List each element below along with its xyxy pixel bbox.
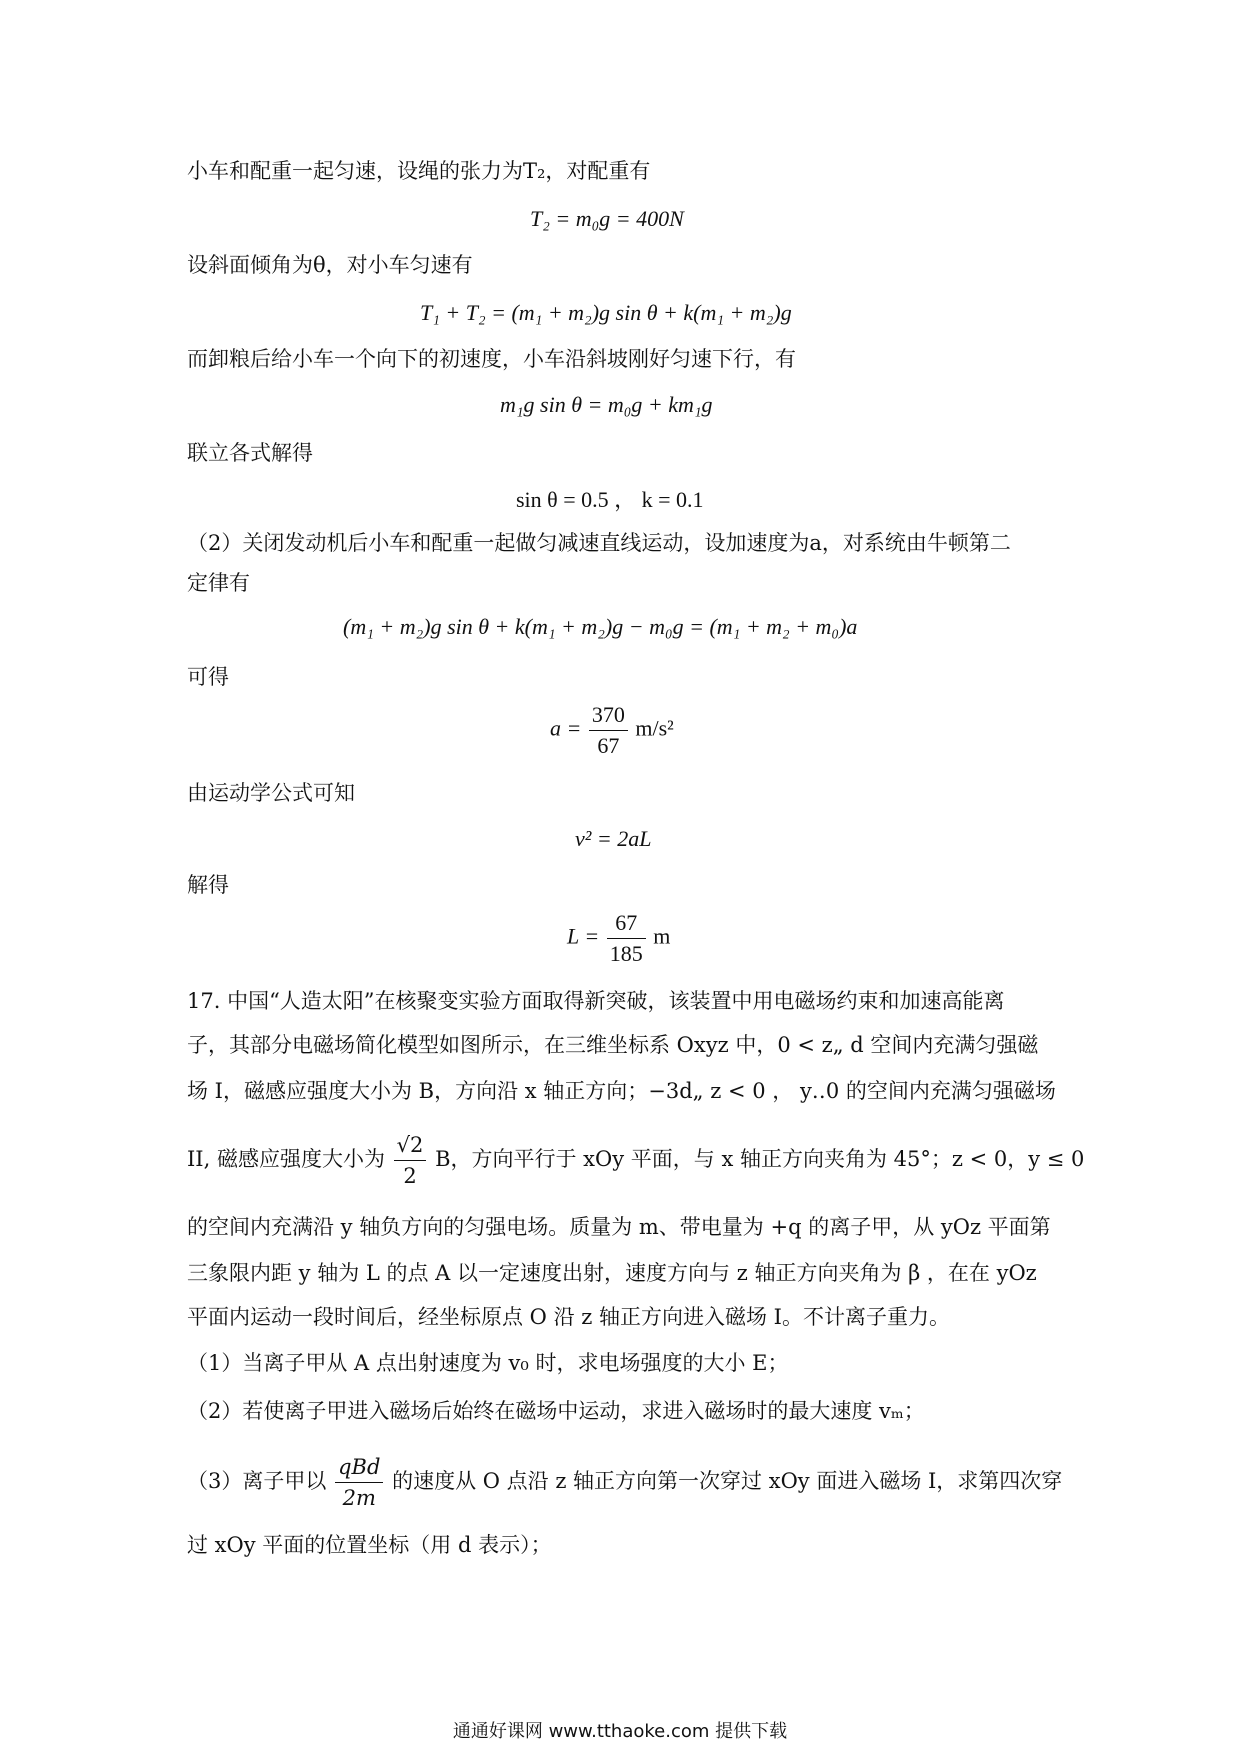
- problem-line: 子，其部分电磁场简化模型如图所示，在三维坐标系 Oxyz 中，0 < z„ d 空间内充满匀强磁: [187, 1033, 1039, 1057]
- equation: v² = 2aL: [575, 826, 652, 851]
- fraction: [394, 1130, 427, 1191]
- equation: T₁ + T₂ = (m₁ + m₂)g sin θ + k(m₁ + m₂)g: [420, 300, 792, 325]
- fraction: [589, 700, 628, 761]
- problem-line: 的空间内充满沿 y 轴负方向的匀强电场。质量为 m、带电量为 +q 的离子甲，从 yOz 平面第: [187, 1215, 1051, 1239]
- text-line: 而卸粮后给小车一个向下的初速度，小车沿斜坡刚好匀速下行，有: [187, 347, 796, 371]
- problem-line: 平面内运动一段时间后，经坐标原点 O 沿 z 轴正方向进入磁场 I。不计离子重力。: [187, 1305, 950, 1329]
- fraction: [335, 1452, 383, 1513]
- text-line: 设斜面倾角为θ，对小车匀速有: [187, 253, 473, 277]
- problem-line: 17. 中国“人造太阳”在核聚变实验方面取得新突破，该装置中用电磁场约束和加速高能离: [187, 989, 1005, 1013]
- question-1: （1）当离子甲从 A 点出射速度为 v₀ 时，求电场强度的大小 E；: [187, 1351, 789, 1375]
- problem-line: 三象限内距 y 轴为 L 的点 A 以一定速度出射，速度方向与 z 轴正方向夹角为 β ，在在 yOz: [187, 1261, 1037, 1285]
- numerator: 370: [589, 700, 628, 731]
- numerator: √2: [394, 1130, 427, 1161]
- text-line: 联立各式解得: [187, 441, 313, 465]
- numerator: 67: [607, 908, 646, 939]
- problem-line: 场 I，磁感应强度大小为 B，方向沿 x 轴正方向；−3d„ z < 0 ， y‥0 的空间内充满匀强磁场: [187, 1079, 1056, 1103]
- denominator: 185: [609, 941, 643, 966]
- question-3: [187, 1452, 1062, 1513]
- fraction: [607, 908, 646, 969]
- denominator: 2m: [342, 1486, 376, 1510]
- denominator: 2: [403, 1164, 417, 1188]
- fraction-equation: [567, 908, 670, 969]
- equation-lhs: L =: [567, 923, 600, 949]
- equation: m₁g sin θ = m₀g + km₁g: [500, 392, 713, 417]
- text-line: 小车和配重一起匀速，设绳的张力为T₂，对配重有: [187, 159, 651, 183]
- denominator: 67: [597, 733, 620, 758]
- text-segment: 的速度从 O 点沿 z 轴正方向第一次穿过 xOy 面进入磁场 I，求第四次穿: [392, 1469, 1063, 1493]
- numerator: qBd: [335, 1452, 383, 1483]
- text-line: 定律有: [187, 571, 250, 595]
- text-segment: B，方向平行于 xOy 平面，与 x 轴正方向夹角为 45°；z < 0，y ≤ 0: [435, 1147, 1085, 1171]
- equation: T₂ = m₀g = 400N: [530, 206, 684, 231]
- problem-line: [187, 1130, 1084, 1191]
- fraction-equation: [550, 700, 674, 761]
- equation: (m₁ + m₂)g sin θ + k(m₁ + m₂)g − m₀g = (m₁ + m₂ + m₀)a: [343, 614, 858, 639]
- question-3-cont: 过 xOy 平面的位置坐标（用 d 表示）；: [187, 1533, 552, 1557]
- footer-watermark: 通通好课网 www.tthaoke.com 提供下载: [452, 1721, 788, 1742]
- text-segment: II, 磁感应强度大小为: [187, 1147, 385, 1171]
- unit: m: [653, 923, 671, 949]
- equation-lhs: a =: [550, 715, 582, 741]
- text-line: 可得: [187, 665, 229, 689]
- unit: m/s²: [635, 715, 674, 741]
- text-segment: （3）离子甲以: [187, 1469, 327, 1493]
- text-line: （2）关闭发动机后小车和配重一起做匀减速直线运动，设加速度为a，对系统由牛顿第二: [187, 531, 1011, 555]
- text-line: 解得: [187, 873, 229, 897]
- equation: sin θ = 0.5 ， k = 0.1: [516, 487, 704, 512]
- text-line: 由运动学公式可知: [187, 781, 355, 805]
- question-2: （2）若使离子甲进入磁场后始终在磁场中运动，求进入磁场时的最大速度 vₘ；: [187, 1399, 925, 1423]
